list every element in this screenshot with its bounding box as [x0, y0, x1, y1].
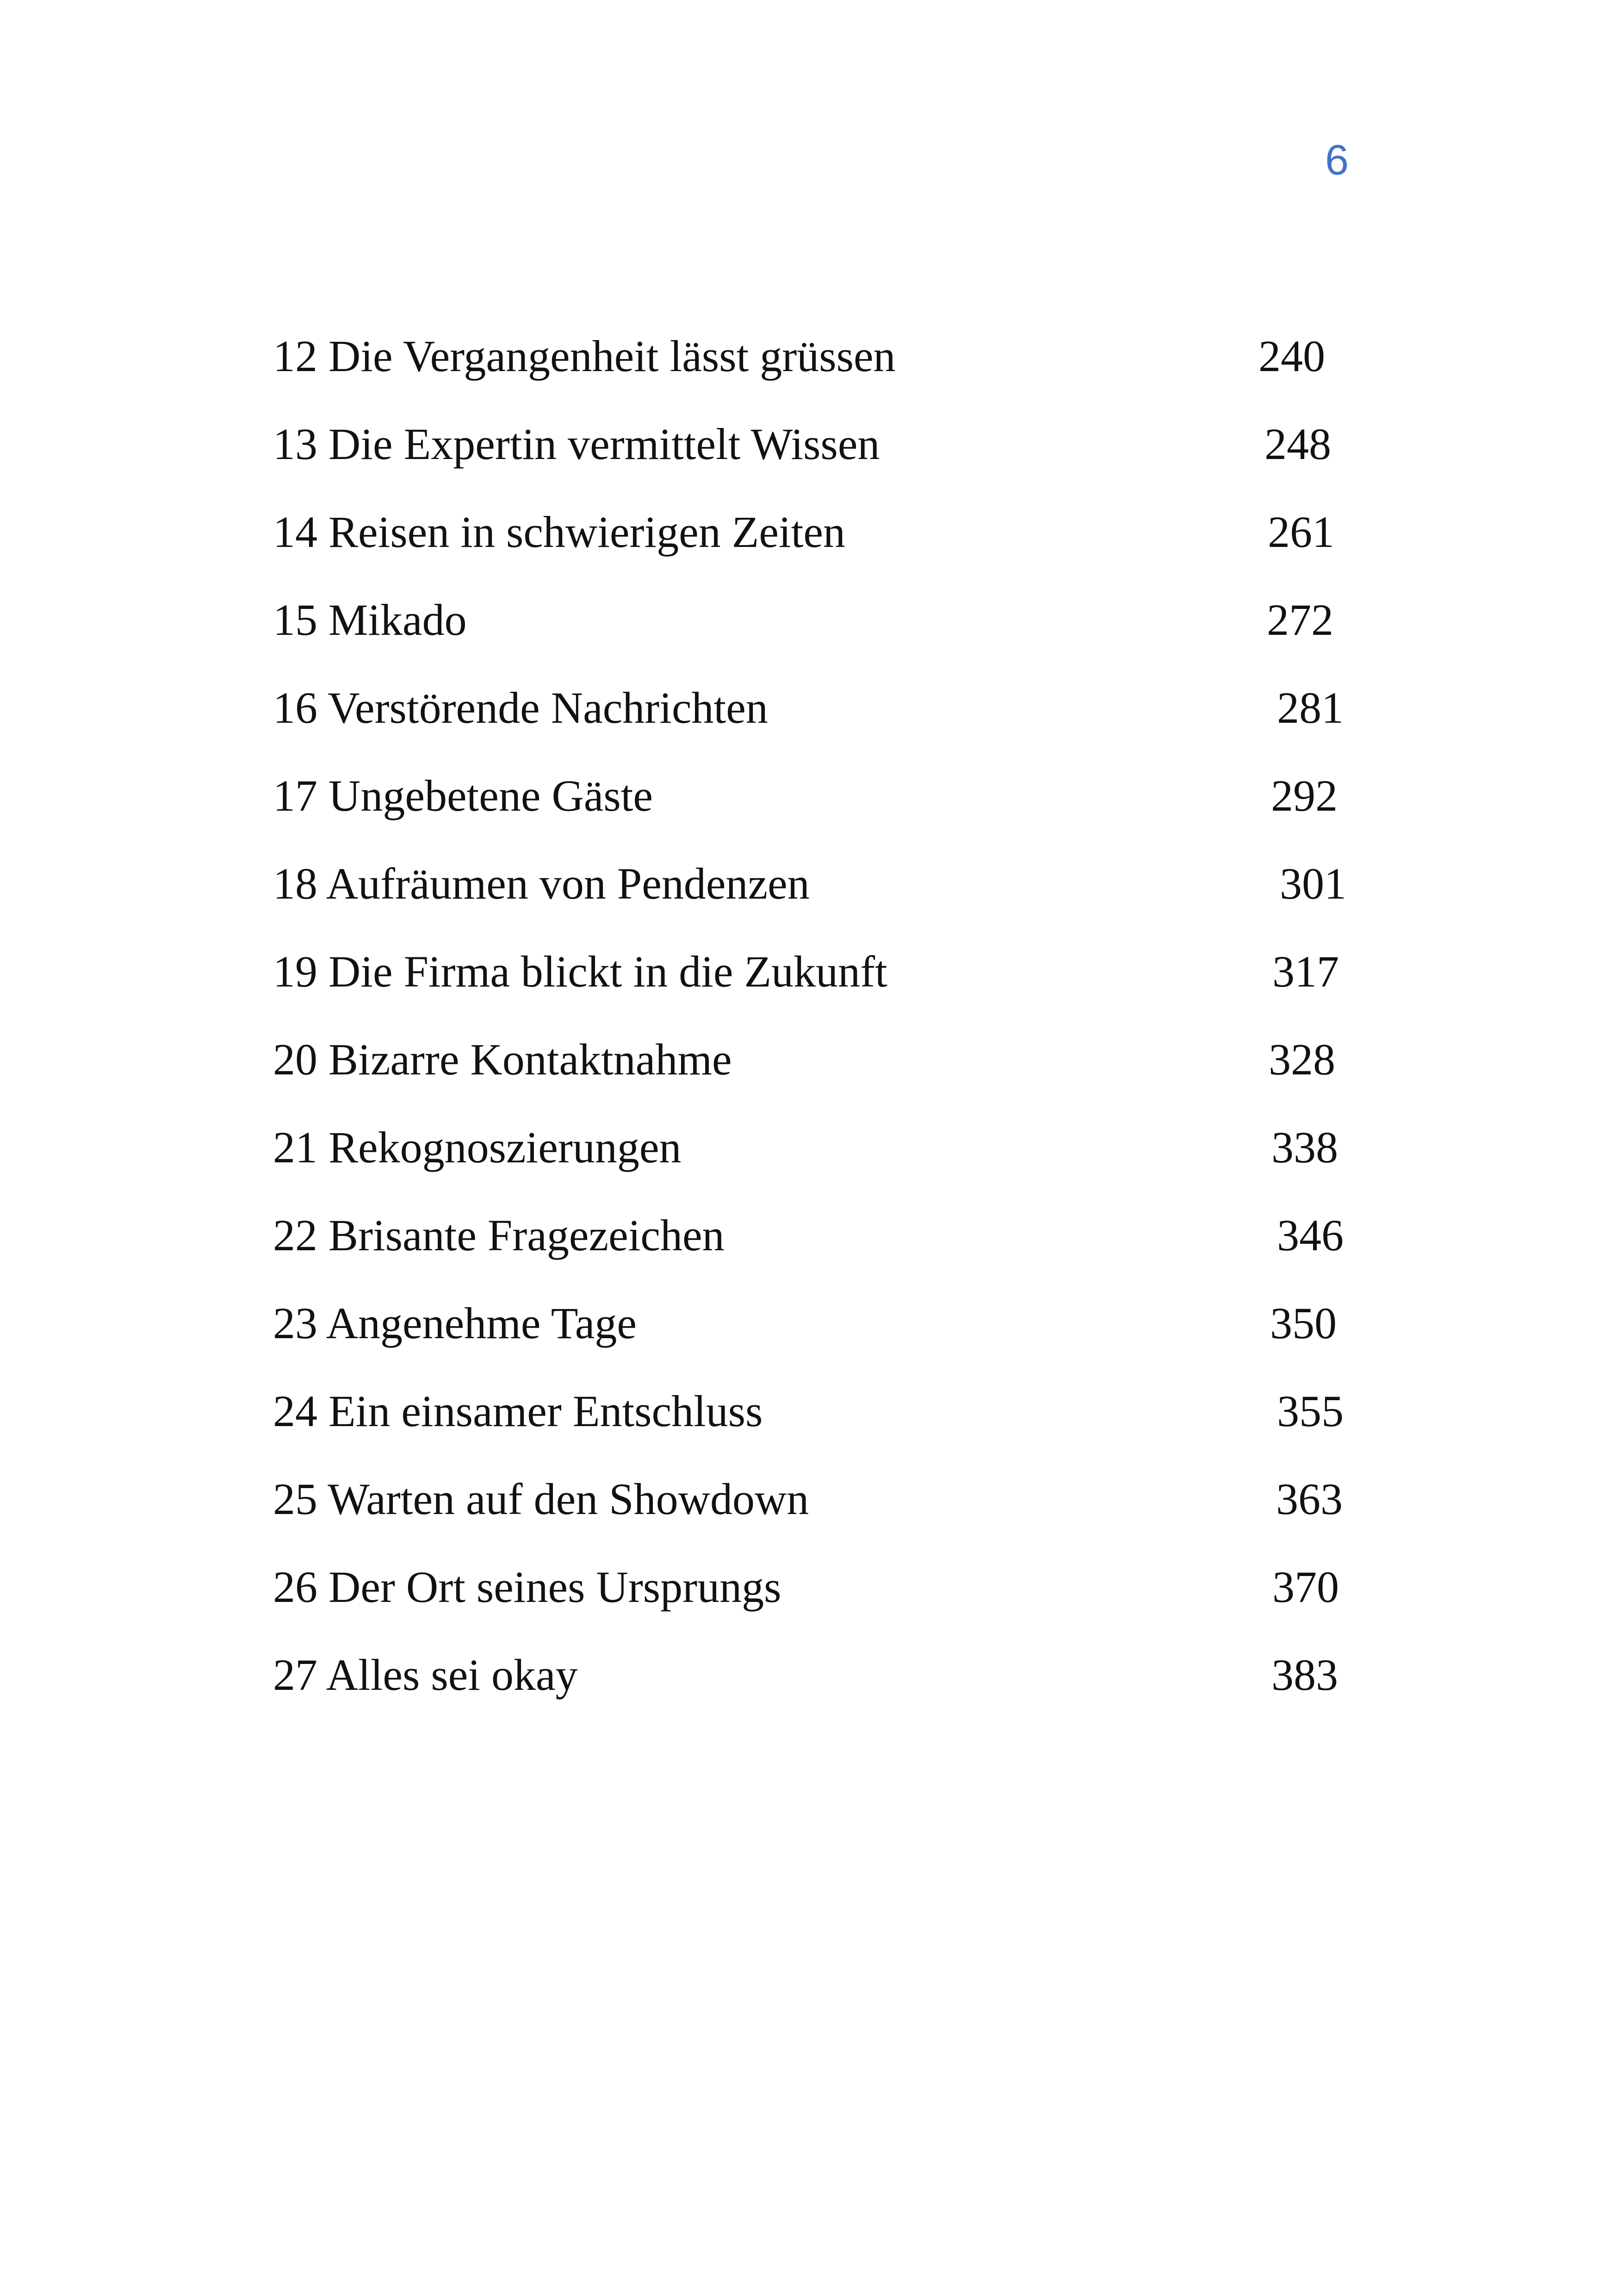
toc-entry-title: 24 Ein einsamer Entschluss [273, 1386, 763, 1436]
toc-entry [273, 1203, 1346, 1291]
toc-entry [273, 324, 1346, 412]
toc-entry-title: 13 Die Expertin vermittelt Wissen [273, 419, 880, 469]
toc-entry [273, 1467, 1346, 1555]
toc-entry-page: 301 [1280, 859, 1346, 908]
toc-entry-title: 22 Brisante Fragezeichen [273, 1210, 725, 1260]
toc-entry-title: 25 Warten auf den Showdown [273, 1474, 809, 1524]
toc-entry [273, 412, 1346, 500]
toc-entry [273, 851, 1346, 939]
toc-entry-page: 383 [1271, 1650, 1338, 1700]
toc-entry [273, 763, 1346, 851]
toc-entry-page: 248 [1265, 419, 1331, 469]
toc-entry-title: 20 Bizarre Kontaktnahme [273, 1035, 732, 1084]
toc-entry-title: 14 Reisen in schwierigen Zeiten [273, 507, 845, 557]
toc-entry-page: 355 [1277, 1386, 1344, 1436]
toc-entry-title: 18 Aufräumen von Pendenzen [273, 859, 810, 908]
toc-entry-title: 15 Mikado [273, 595, 467, 645]
toc-entry-page: 240 [1258, 331, 1325, 381]
toc-entry [273, 500, 1346, 588]
toc-entry-page: 261 [1268, 507, 1334, 557]
page-number: 6 [1325, 137, 1349, 184]
toc-entry-title: 12 Die Vergangenheit lässt grüssen [273, 331, 896, 381]
toc-entry-title: 26 Der Ort seines Ursprungs [273, 1562, 781, 1612]
toc-entry-page: 292 [1271, 771, 1338, 820]
toc-entry-page: 350 [1270, 1298, 1337, 1348]
toc-entry-page: 317 [1272, 947, 1339, 996]
toc-entry-page: 328 [1269, 1035, 1335, 1084]
toc-entry [273, 676, 1346, 763]
table-of-contents [273, 324, 1346, 1731]
toc-entry-page: 338 [1271, 1123, 1338, 1172]
toc-entry-title: 19 Die Firma blickt in die Zukunft [273, 947, 887, 996]
toc-entry-page: 281 [1277, 683, 1344, 732]
toc-entry-page: 272 [1267, 595, 1333, 645]
toc-entry-page: 370 [1272, 1562, 1339, 1612]
toc-entry-title: 21 Rekognoszierungen [273, 1123, 682, 1172]
toc-entry [273, 1379, 1346, 1467]
toc-entry [273, 1643, 1346, 1731]
toc-entry-page: 346 [1277, 1210, 1344, 1260]
toc-entry-title: 17 Ungebetene Gäste [273, 771, 653, 820]
toc-entry [273, 1115, 1346, 1203]
toc-entry [273, 588, 1346, 676]
toc-entry-title: 23 Angenehme Tage [273, 1298, 637, 1348]
toc-entry-title: 16 Verstörende Nachrichten [273, 683, 768, 732]
toc-entry [273, 1555, 1346, 1643]
toc-entry-page: 363 [1276, 1474, 1343, 1524]
toc-entry [273, 939, 1346, 1027]
toc-entry [273, 1027, 1346, 1115]
toc-entry-title: 27 Alles sei okay [273, 1650, 578, 1700]
toc-entry [273, 1291, 1346, 1379]
